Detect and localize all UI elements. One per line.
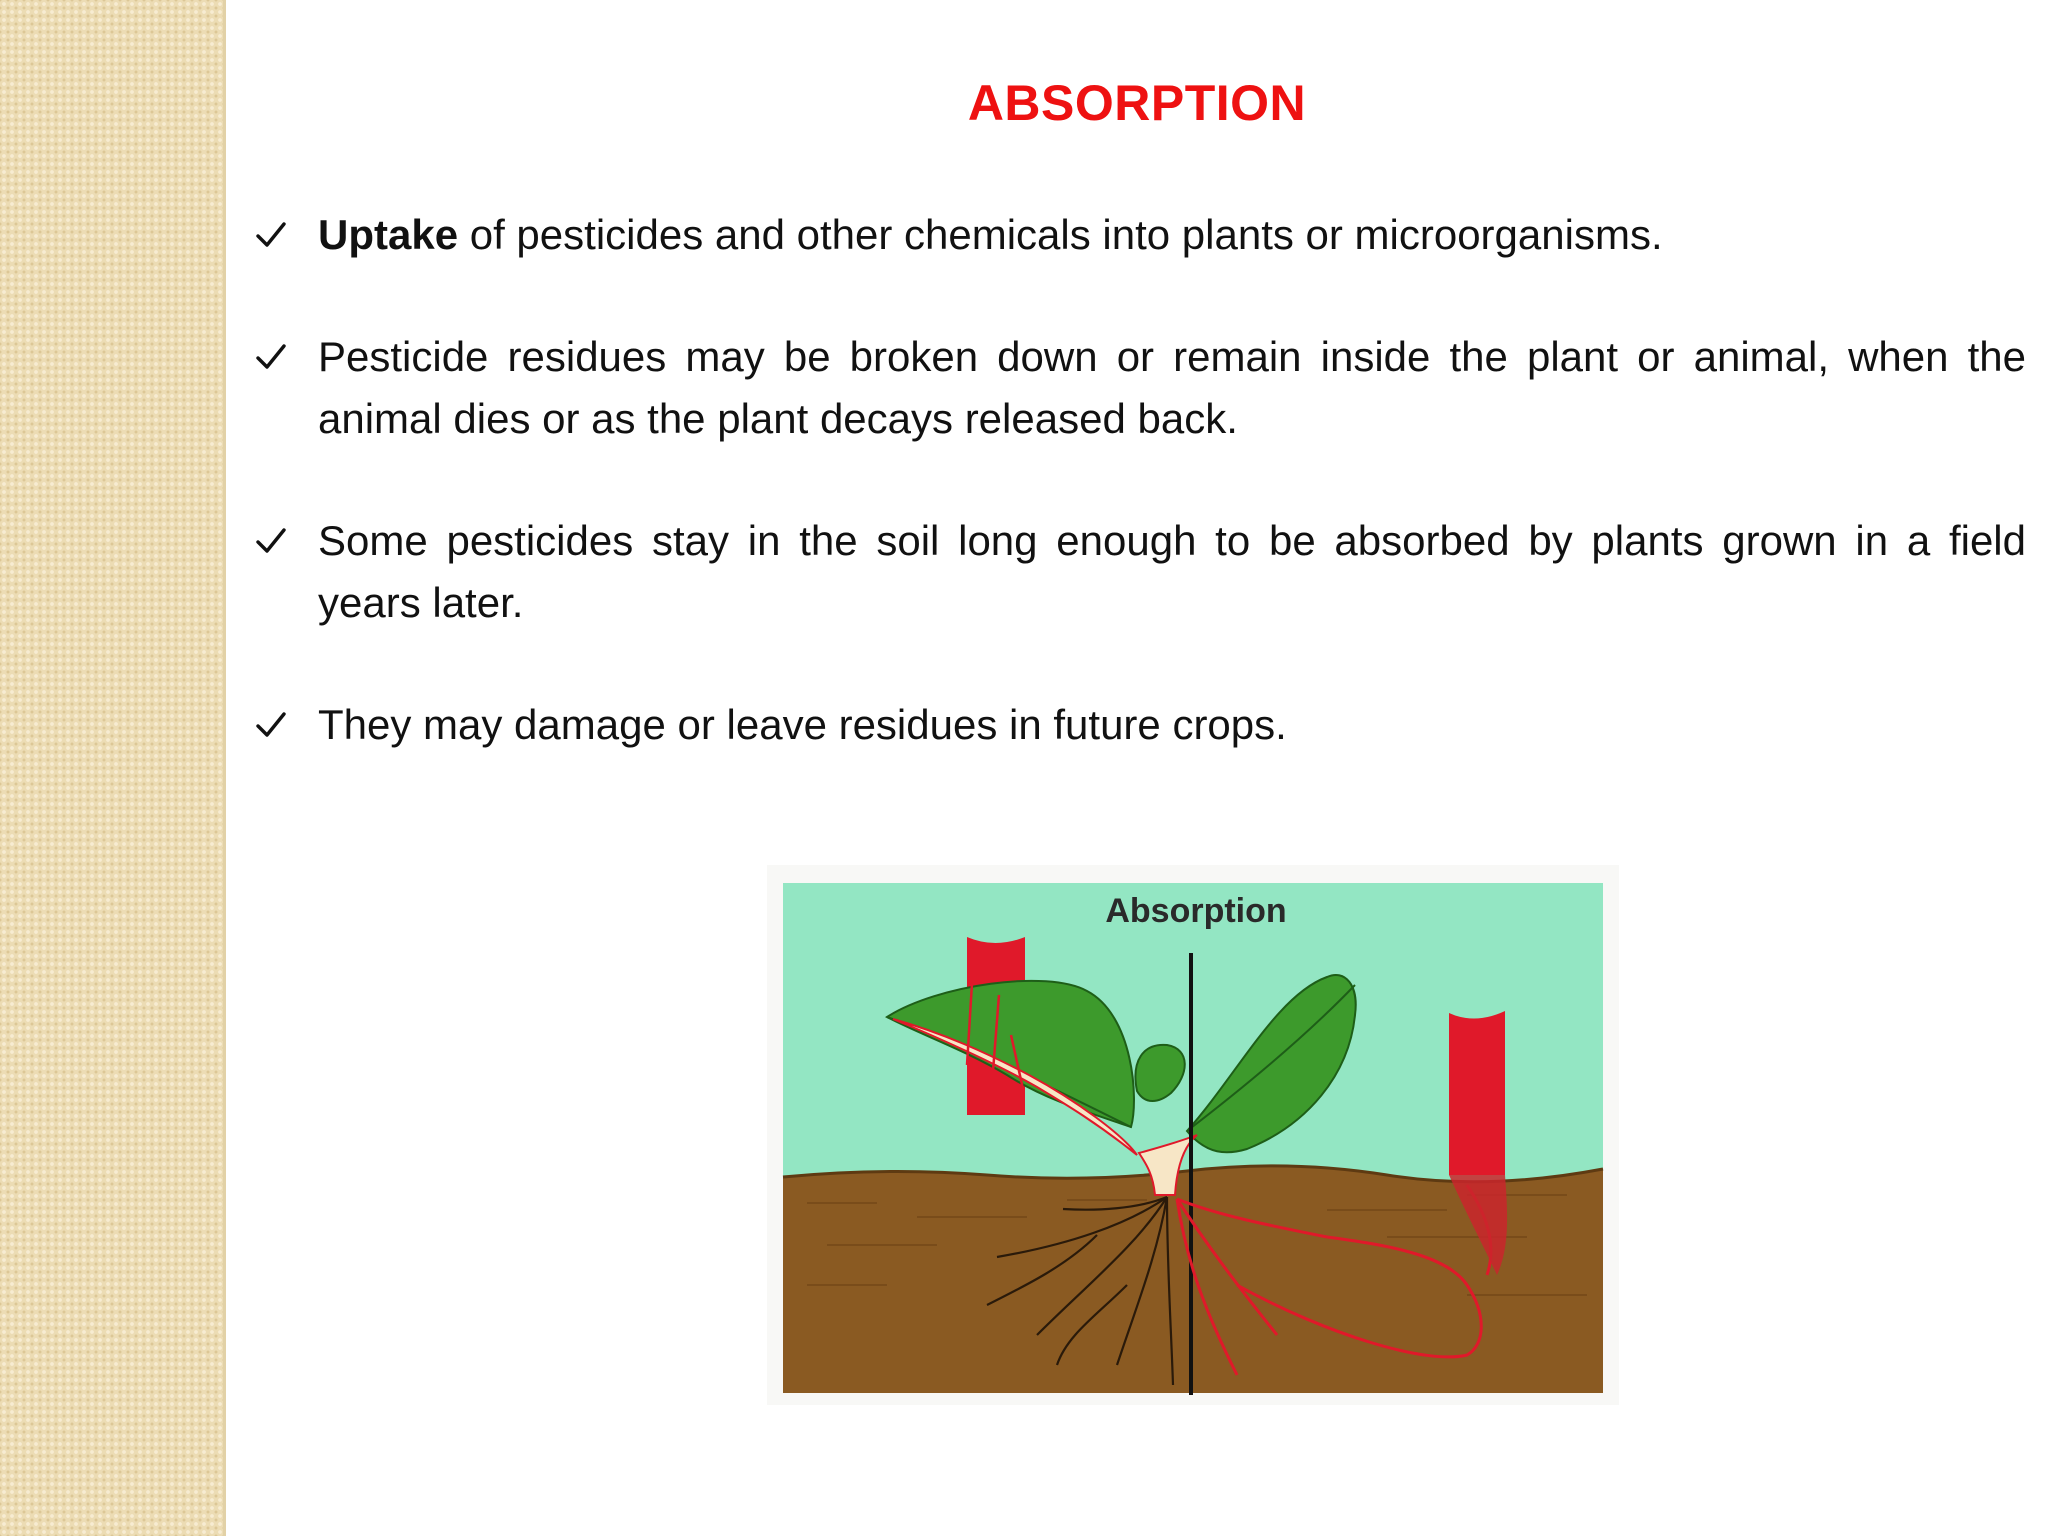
bullet-item bbox=[256, 204, 2026, 266]
checkmark-icon bbox=[256, 694, 318, 756]
absorption-diagram bbox=[767, 865, 1619, 1405]
pesticide-stream-right bbox=[1449, 1011, 1505, 1175]
bullet-text bbox=[318, 204, 2026, 266]
slide-title: ABSORPTION bbox=[967, 75, 1307, 131]
bullet-text bbox=[318, 694, 2026, 756]
decorative-side-strip bbox=[0, 0, 226, 1536]
checkmark-icon bbox=[256, 326, 318, 388]
bullet-item bbox=[256, 326, 2026, 450]
bullet-bold-term: Uptake bbox=[318, 211, 459, 258]
bullet-text bbox=[318, 326, 2026, 450]
bullet-body: Pesticide residues may be broken down or remain inside the plant or animal, when the animal dies or as the plant decays released back. bbox=[318, 333, 2026, 442]
figure-label: Absorption bbox=[1105, 892, 1287, 930]
bullet-item bbox=[256, 694, 2026, 756]
bullet-body: They may damage or leave residues in future crops. bbox=[318, 701, 1287, 748]
checkmark-icon bbox=[256, 204, 318, 266]
checkmark-icon bbox=[256, 510, 318, 572]
bullet-text bbox=[318, 510, 2026, 634]
bullet-body: of pesticides and other chemicals into plants or microorganisms. bbox=[458, 211, 1663, 258]
bullet-item bbox=[256, 510, 2026, 634]
absorption-illustration bbox=[767, 865, 1619, 1405]
bullet-body: Some pesticides stay in the soil long enough to be absorbed by plants grown in a field years later. bbox=[318, 517, 2026, 626]
slide-content bbox=[226, 0, 2048, 1536]
